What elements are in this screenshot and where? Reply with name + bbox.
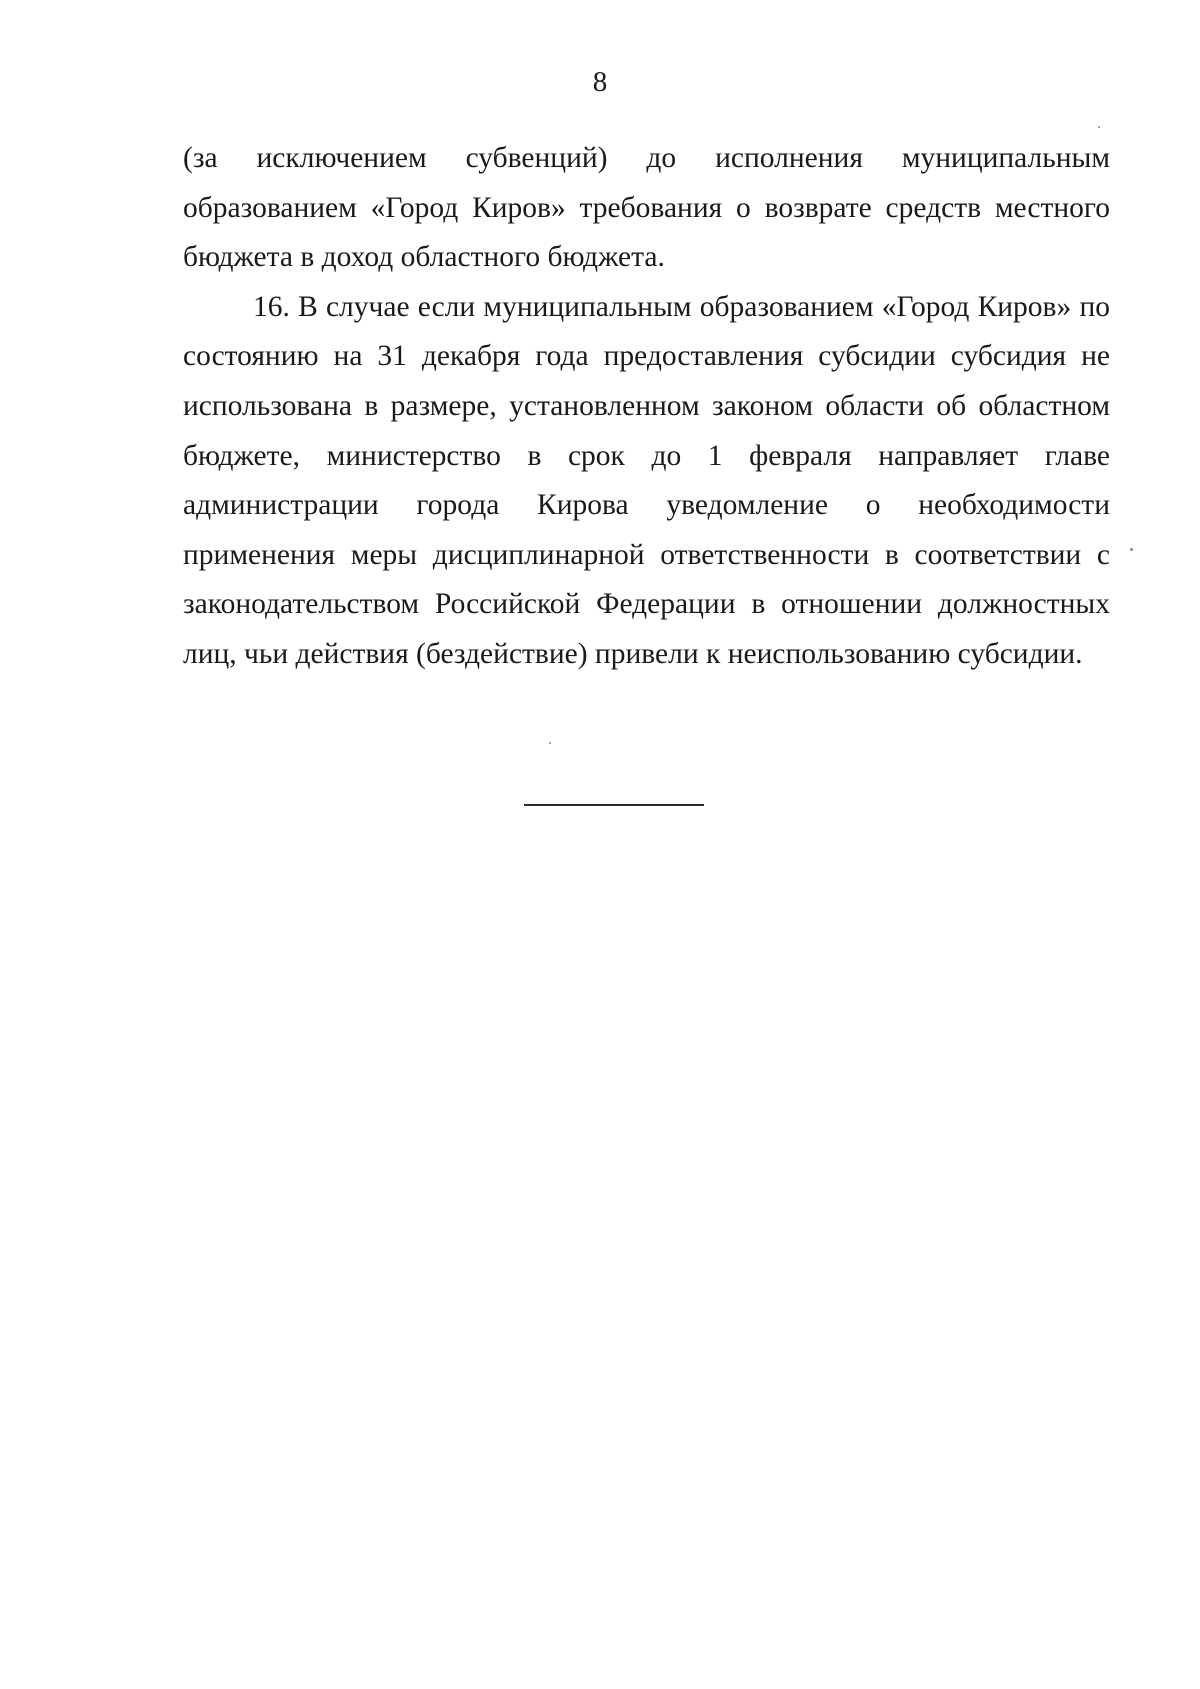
paragraph-16: 16. В случае если муниципальным образованием «Город Киров» по состоянию на 31 декабря года предоставления субсидии субсидия не использована в размере, установленном законом области об областном бюджете, министерство в срок до 1 февраля направляет главе администрации города Кирова уведомление о необходимости применения меры дисциплинарной ответственности в соответствии с законодательством Российской Федерации в отношении должностных лиц, чьи действия (бездействие) привели к неиспользованию субсидии. bbox=[183, 290, 1110, 670]
end-of-document-rule bbox=[524, 804, 704, 806]
scan-speck bbox=[1098, 126, 1100, 128]
page-number: 8 bbox=[592, 66, 608, 98]
paragraph-continuation: (за исключением субвенций) до исполнения муниципальным образованием «Город Киров» требования о возврате средств местного бюджета в доход областного бюджета. bbox=[183, 142, 1110, 274]
scan-speck bbox=[549, 742, 551, 744]
scan-speck bbox=[1130, 548, 1133, 551]
document-body bbox=[183, 134, 1110, 680]
